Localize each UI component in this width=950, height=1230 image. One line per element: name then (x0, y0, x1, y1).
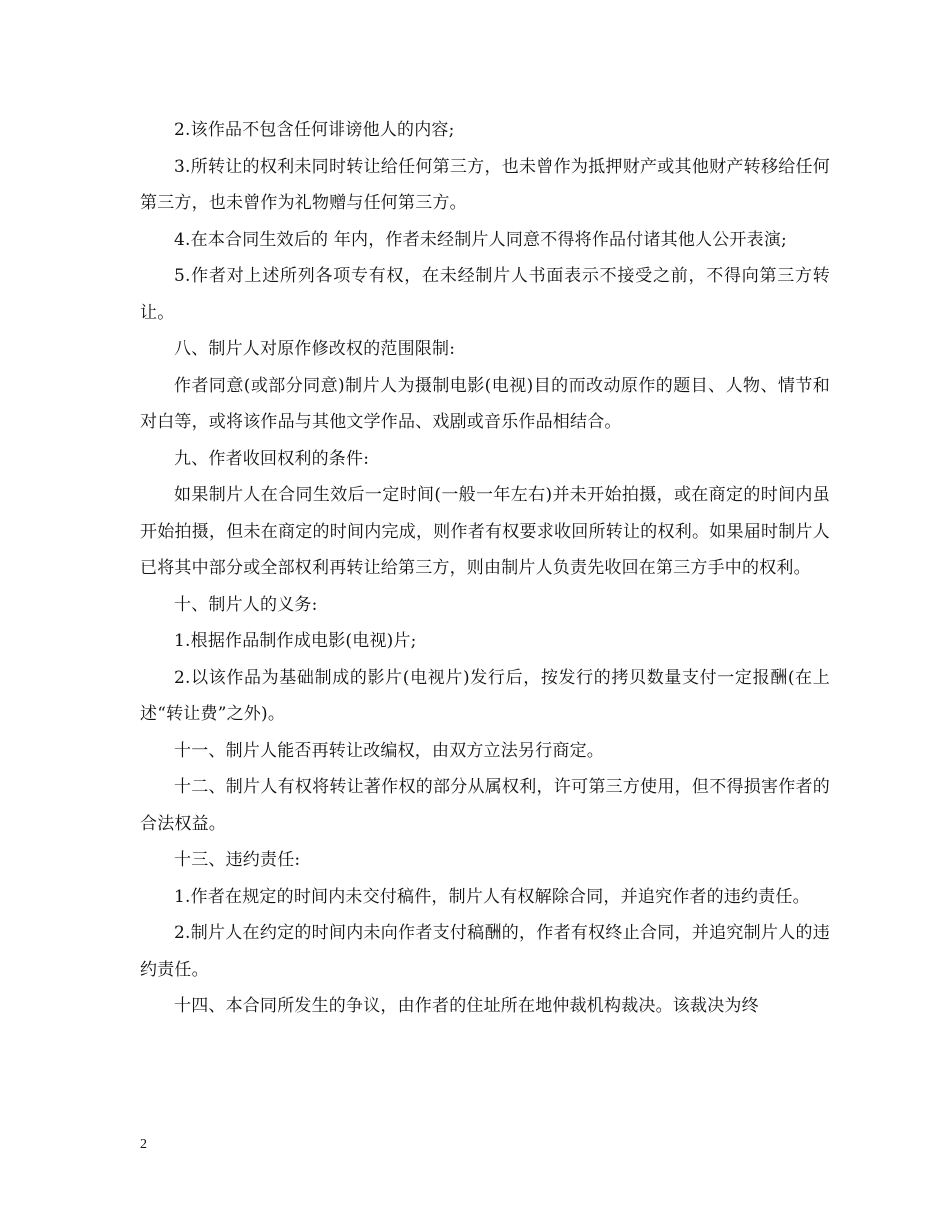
paragraph-clause-13-item-2: 2.制片人在约定的时间内未向作者支付稿酬的，作者有权终止合同，并追究制片人的违约责任。 (140, 923, 830, 980)
paragraph-clause-11: 十一、制片人能否再转让改编权，由双方立法另行商定。 (174, 740, 604, 761)
paragraph-clause-14: 十四、本合同所发生的争议，由作者的住址所在地仲裁机构裁决。该裁决为终 (174, 996, 759, 1016)
paragraph-clause-13-item-1: 1.作者在规定的时间内未交付稿件，制片人有权解除合同，并追究作者的违约责任。 (174, 886, 810, 907)
paragraph-clause-7-item-4: 4.在本合同生效后的 年内，作者未经制片人同意不得将作品付诸其他人公开表演; (174, 229, 787, 250)
heading-clause-8: 八、制片人对原作修改权的范围限制: (174, 339, 456, 359)
page-number: 2 (140, 1137, 147, 1152)
document-body (140, 112, 830, 1025)
paragraph-clause-9-body: 如果制片人在合同生效后一定时间(一般一年左右)并未开始拍摄，或在商定的时间内虽开始拍摄，但未在商定的时间内完成，则作者有权要求收回所转让的权利。如果届时制片人已将其中部分或全部权利再转让给第三方，则由制片人负责先收回在第三方手中的权利。 (140, 485, 830, 578)
paragraph-clause-7-item-5: 5.作者对上述所列各项专有权，在未经制片人书面表示不接受之前，不得向第三方转让。 (140, 266, 830, 323)
paragraph-clause-12: 十二、制片人有权将转让著作权的部分从属权利，许可第三方使用，但不得损害作者的合法权益。 (140, 777, 830, 834)
paragraph-clause-7-item-3: 3.所转让的权利未同时转让给任何第三方，也未曾作为抵押财产或其他财产转移给任何第三方，也未曾作为礼物赠与任何第三方。 (140, 156, 830, 213)
paragraph-clause-10-item-2: 2.以该作品为基础制成的影片(电视片)发行后，按发行的拷贝数量支付一定报酬(在上述“转让费”之外)。 (140, 667, 830, 724)
paragraph-clause-10-item-1: 1.根据作品制作成电影(电视)片; (174, 631, 417, 651)
heading-clause-9: 九、作者收回权利的条件: (174, 448, 370, 469)
heading-clause-13: 十三、违约责任: (174, 850, 301, 870)
paragraph-clause-7-item-2: 2.该作品不包含任何诽谤他人的内容; (174, 120, 455, 140)
paragraph-clause-8-body: 作者同意(或部分同意)制片人为摄制电影(电视)目的而改动原作的题目、人物、情节和对白等，或将该作品与其他文学作品、戏剧或音乐作品相结合。 (140, 375, 830, 432)
heading-clause-10: 十、制片人的义务: (174, 594, 318, 615)
